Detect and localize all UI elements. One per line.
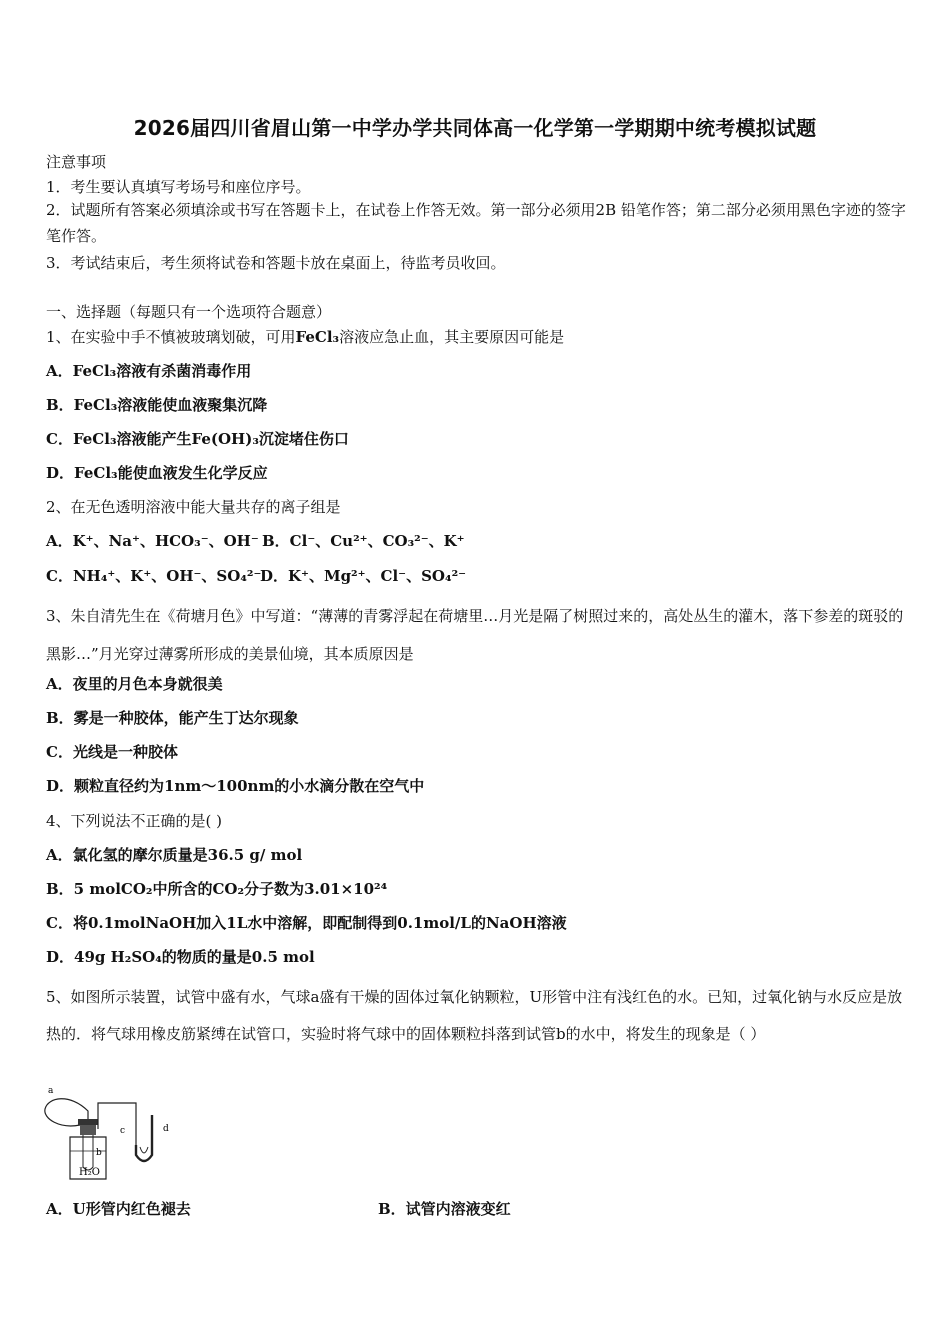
q4-stem: 4、下列说法不正确的是( ) [46,812,223,830]
q3-stem: 3、朱自清先生在《荷塘月色》中写道：“薄薄的青雾浮起在荷塘里…月光是隔了树照过来的，高处丛生的灌木，落下参差的斑驳的黑影…”月光穿过薄雾所形成的美景仙境，其本质原因是 [46,607,904,663]
q1-stem-part2: 溶液应急止血，其主要原因可能是 [339,328,565,346]
page-title: 2026届四川省眉山第一中学办学共同体高一化学第一学期期中统考模拟试题 [133,116,817,140]
q2-stem: 2、在无色透明溶液中能大量共存的离子组是 [46,498,341,516]
q1-option-d: D．FeCl₃能使血液发生化学反应 [46,464,268,482]
connecting-tube-shape [98,1103,136,1145]
stopper-shape [80,1125,96,1135]
label-water: H₂O [79,1167,100,1178]
q3-option-c: C．光线是一种胶体 [46,743,178,761]
apparatus-diagram [40,1085,180,1185]
q4-option-d: D．49g H₂SO₄的物质的量是0.5 mol [46,948,315,966]
inner-tube-shape [83,1135,93,1170]
u-tube-shape [136,1115,152,1161]
label-c: c [120,1126,126,1136]
label-b: b [96,1148,102,1158]
q1-stem-part1: 1、在实验中手不慎被玻璃划破，可用 [46,328,296,346]
q4-option-b: B．5 molCO₂中所含的CO₂分子数为3.01×10²⁴ [46,880,388,898]
notice-item-2: 2．试题所有答案必须填涂或书写在答题卡上，在试卷上作答无效。第一部分必须用2B 铅笔作答；第二部分必须用黑色字迹的签字笔作答。 [46,201,906,245]
q2-option-b: B．Cl⁻、Cu²⁺、CO₃²⁻、K⁺ [262,532,465,550]
label-d: d [163,1124,169,1134]
q1-option-b: B．FeCl₃溶液能使血液聚集沉降 [46,396,268,414]
q2-option-c: C．NH₄⁺、K⁺、OH⁻、SO₄²⁻ [46,567,262,585]
q3-option-d: D．颗粒直径约为1nm～100nm的小水滴分散在空气中 [46,777,425,795]
notice-item-1: 1．考生要认真填写考场号和座位序号。 [46,178,311,196]
u-tube-liquid-shape [140,1147,148,1153]
q1-option-c: C．FeCl₃溶液能产生Fe(OH)₃沉淀堵住伤口 [46,430,349,448]
q5-option-b: B．试管内溶液变红 [378,1200,511,1218]
label-a: a [48,1086,54,1096]
q1-option-a: A．FeCl₃溶液有杀菌消毒作用 [46,362,252,380]
q5-option-a: A．U形管内红色褪去 [46,1200,191,1218]
q4-option-c: C．将0.1molNaOH加入1L水中溶解，即配制得到0.1mol/L的NaOH溶液 [46,914,567,932]
section-heading: 一、选择题（每题只有一个选项符合题意） [46,303,332,321]
q2-option-a: A．K⁺、Na⁺、HCO₃⁻、OH⁻ [46,532,259,550]
q1-stem-fecl3: FeCl₃ [295,328,340,346]
q5-stem: 5、如图所示装置，试管中盛有水，气球a盛有干燥的固体过氧化钠颗粒，U形管中注有浅红色的水。已知，过氧化钠与水反应是放热的．将气球用橡皮筋紧缚在试管口，实验时将气球中的固体颗粒抖落到试管b的水中，将发生的现象是（ ） [46,988,903,1043]
q2-option-d: D．K⁺、Mg²⁺、Cl⁻、SO₄²⁻ [260,567,467,585]
q1-stem [46,326,564,347]
rubber-band-shape [78,1119,98,1125]
q3-option-a: A．夜里的月色本身就很美 [46,675,223,693]
q4-option-a: A．氯化氢的摩尔质量是36.5 g/ mol [46,846,303,864]
q3-option-b: B．雾是一种胶体，能产生丁达尔现象 [46,709,299,727]
notice-heading: 注意事项 [46,153,107,171]
notice-item-3: 3．考试结束后，考生须将试卷和答题卡放在桌面上，待监考员收回。 [46,254,506,272]
